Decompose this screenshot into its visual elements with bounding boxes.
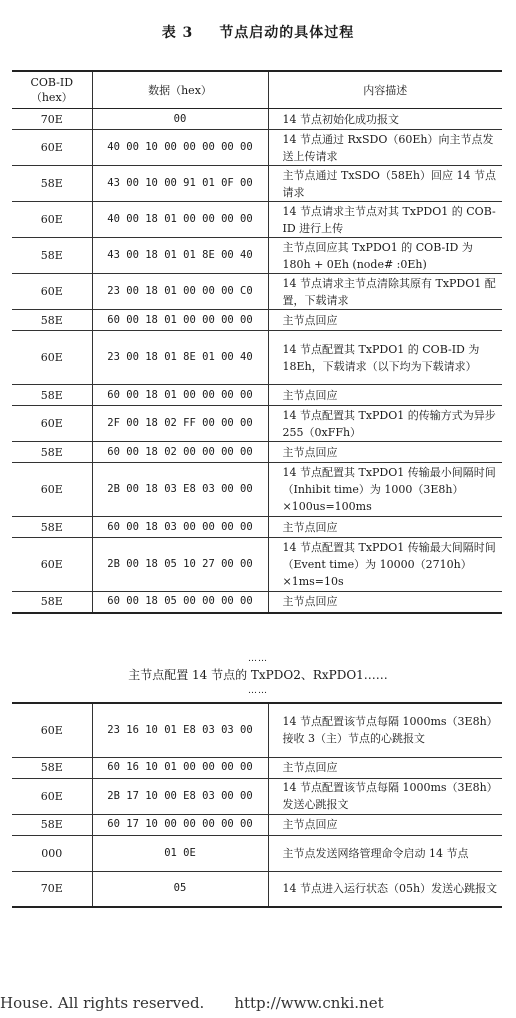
table-row [12,757,502,778]
description-cell: 主节点回应其 TxPDO1 的 COB-ID 为 180h + 0Eh (node# :0Eh) [268,238,502,274]
cob-id-cell: 60E [12,130,92,166]
table-row [12,835,502,871]
table-row [12,274,502,310]
data-cell: 43 00 10 00 91 01 0F 00 [92,166,268,202]
header-description: 内容描述 [268,71,502,109]
table-row [12,814,502,835]
description-cell: 主节点回应 [268,814,502,835]
table-row [12,109,502,130]
data-cell: 01 0E [92,835,268,871]
cob-id-cell: 58E [12,592,92,613]
description-cell: 主节点通过 TxSDO（58Eh）回应 14 节点请求 [268,166,502,202]
description-cell: 14 节点请求主节点清除其原有 TxPDO1 配置，下载请求 [268,274,502,310]
data-cell: 60 16 10 01 00 00 00 00 [92,757,268,778]
cob-id-cell: 70E [12,109,92,130]
data-cell: 2F 00 18 02 FF 00 00 00 [92,406,268,442]
table-row [12,442,502,463]
cob-id-cell: 58E [12,517,92,538]
cob-id-cell: 58E [12,442,92,463]
data-cell: 2B 00 18 05 10 27 00 00 [92,538,268,592]
description-cell: 主节点回应 [268,592,502,613]
description-cell: 14 节点通过 RxSDO（60Eh）向主节点发送上传请求 [268,130,502,166]
data-cell: 60 00 18 01 00 00 00 00 [92,385,268,406]
cob-id-cell: 60E [12,274,92,310]
description-cell: 14 节点初始化成功报文 [268,109,502,130]
table-row [12,331,502,385]
description-cell: 14 节点配置其 TxPDO1 的传输方式为异步 255（0xFFh） [268,406,502,442]
table-row [12,406,502,442]
separator-text: 主节点配置 14 节点的 TxPDO2、RxPDO1…… [128,668,388,682]
description-cell: 主节点回应 [268,310,502,331]
description-cell: 主节点回应 [268,517,502,538]
description-cell: 14 节点请求主节点对其 TxPDO1 的 COB-ID 进行上传 [268,202,502,238]
cob-id-cell: 60E [12,463,92,517]
description-cell: 14 节点配置其 TxPDO1 的 COB-ID 为 18Eh，下载请求（以下均为下载请求） [268,331,502,385]
data-cell: 23 00 18 01 8E 01 00 40 [92,331,268,385]
data-cell: 60 17 10 00 00 00 00 00 [92,814,268,835]
data-cell: 60 00 18 01 00 00 00 00 [92,310,268,331]
table-row [12,385,502,406]
separator-dots-bottom: …… [248,686,268,696]
startup-table-part1 [12,70,502,614]
table-row [12,130,502,166]
cob-id-cell: 58E [12,757,92,778]
startup-table-part2 [12,702,502,908]
description-cell: 14 节点配置其 TxPDO1 传输最小间隔时间（Inhibit time）为 1000（3E8h）×100us=100ms [268,463,502,517]
description-cell: 14 节点配置其 TxPDO1 传输最大间隔时间（Event time）为 10000（2710h）×1ms=10s [268,538,502,592]
table-row [12,238,502,274]
cob-id-cell: 000 [12,835,92,871]
description-cell: 主节点回应 [268,442,502,463]
table-row [12,310,502,331]
cob-id-cell: 60E [12,538,92,592]
table-row [12,517,502,538]
table-row [12,538,502,592]
description-cell: 14 节点配置该节点每隔 1000ms（3E8h）发送心跳报文 [268,778,502,814]
cob-id-cell: 60E [12,778,92,814]
description-cell: 14 节点进入运行状态（05h）发送心跳报文 [268,871,502,907]
cob-id-cell: 58E [12,310,92,331]
table-row [12,778,502,814]
cob-id-cell: 60E [12,331,92,385]
data-cell: 23 00 18 01 00 00 00 C0 [92,274,268,310]
cob-id-cell: 60E [12,406,92,442]
table-row [12,592,502,613]
cob-id-cell: 60E [12,703,92,757]
separator-dots-top: …… [248,654,268,664]
cob-id-cell: 58E [12,238,92,274]
data-cell: 60 00 18 02 00 00 00 00 [92,442,268,463]
header-cob-id: COB-ID （hex） [12,71,92,109]
cob-id-cell: 60E [12,202,92,238]
data-cell: 00 [92,109,268,130]
header-data: 数据（hex） [92,71,268,109]
data-cell: 60 00 18 03 00 00 00 00 [92,517,268,538]
description-cell: 主节点发送网络管理命令启动 14 节点 [268,835,502,871]
caption-title: 节点启动的具体过程 [219,25,355,41]
caption-number: 表 3 [161,25,194,41]
footer-url: http://www.cnki.net [234,994,384,1012]
data-cell: 2B 00 18 03 E8 03 00 00 [92,463,268,517]
page-footer [0,994,384,1012]
data-cell: 05 [92,871,268,907]
description-cell: 主节点回应 [268,757,502,778]
cob-id-cell: 70E [12,871,92,907]
table-row [12,166,502,202]
cob-id-cell: 58E [12,166,92,202]
table-row [12,463,502,517]
table-header-row [12,71,502,109]
table-row [12,703,502,757]
cob-id-cell: 58E [12,814,92,835]
table-row [12,202,502,238]
data-cell: 40 00 18 01 00 00 00 00 [92,202,268,238]
footer-rights: House. All rights reserved. [0,994,205,1012]
data-cell: 40 00 10 00 00 00 00 00 [92,130,268,166]
table-row [12,871,502,907]
data-cell: 43 00 18 01 01 8E 00 40 [92,238,268,274]
description-cell: 14 节点配置该节点每隔 1000ms（3E8h）接收 3（主）节点的心跳报文 [268,703,502,757]
data-cell: 23 16 10 01 E8 03 03 00 [92,703,268,757]
cob-id-cell: 58E [12,385,92,406]
description-cell: 主节点回应 [268,385,502,406]
data-cell: 2B 17 10 00 E8 03 00 00 [92,778,268,814]
table-caption [0,22,516,42]
data-cell: 60 00 18 05 00 00 00 00 [92,592,268,613]
